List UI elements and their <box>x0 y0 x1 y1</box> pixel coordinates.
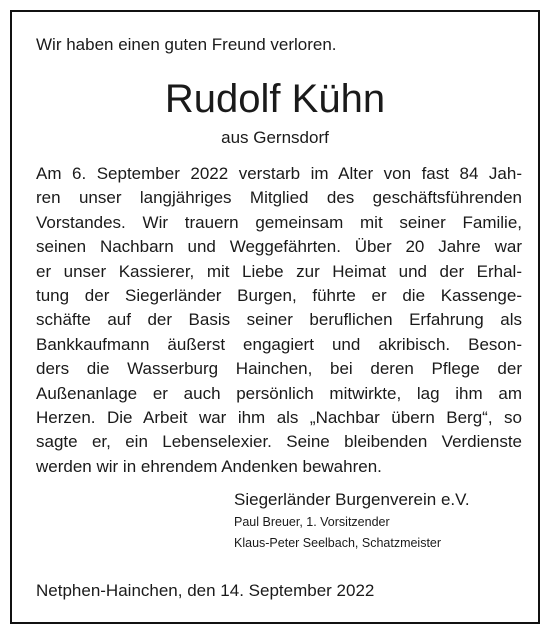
origin-line: aus Gernsdorf <box>221 128 329 147</box>
organization-name: Siegerländer Burgenverein e.V. <box>234 490 470 509</box>
body-line: tung der Siegerländer Burgen, führte er die Kassenge- <box>36 285 522 305</box>
body-line: Bankkaufmann äußerst engagiert und akribisch. Beson- <box>36 334 522 354</box>
body-line: schäfte auf der Basis seiner beruflichen Erfahrung als <box>36 310 522 330</box>
obituary-notice <box>10 10 540 624</box>
body-line: Vorstandes. Wir trauern gemeinsam mit seiner Familie, <box>36 212 522 232</box>
body-line: Herzen. Die Arbeit war ihm als „Nachbar übern Berg“, so <box>36 407 522 427</box>
signature-block <box>234 488 470 554</box>
body-text <box>36 162 522 479</box>
place-date-line: Netphen-Hainchen, den 14. September 2022 <box>36 581 375 600</box>
body-line: sagte er, ein Lebenselexier. Seine bleibenden Verdienste <box>36 432 522 452</box>
deceased-name: Rudolf Kühn <box>164 77 386 121</box>
signer-chairman: Paul Breuer, 1. Vorsitzender <box>234 515 390 529</box>
body-line: Am 6. September 2022 verstarb im Alter von fast 84 Jah- <box>36 164 522 183</box>
body-line: seinen Nachbarn und Weggefährten. Über 20 Jahre war <box>36 237 522 257</box>
intro-line: Wir haben einen guten Freund verloren. <box>36 35 337 54</box>
body-line: Außenanlage er auch persönlich mitwirkte, lag ihm am <box>36 383 522 403</box>
signer-treasurer: Klaus-Peter Seelbach, Schatzmeister <box>234 536 442 550</box>
body-line: er unser Kassierer, mit Liebe zur Heimat und der Erhal- <box>36 261 522 281</box>
body-line: ders die Wasserburg Hainchen, bei deren Pflege der <box>36 359 522 379</box>
body-line: werden wir in ehrendem Andenken bewahren. <box>36 456 382 476</box>
body-line: ren unser langjähriges Mitglied des geschäftsführenden <box>36 188 522 208</box>
